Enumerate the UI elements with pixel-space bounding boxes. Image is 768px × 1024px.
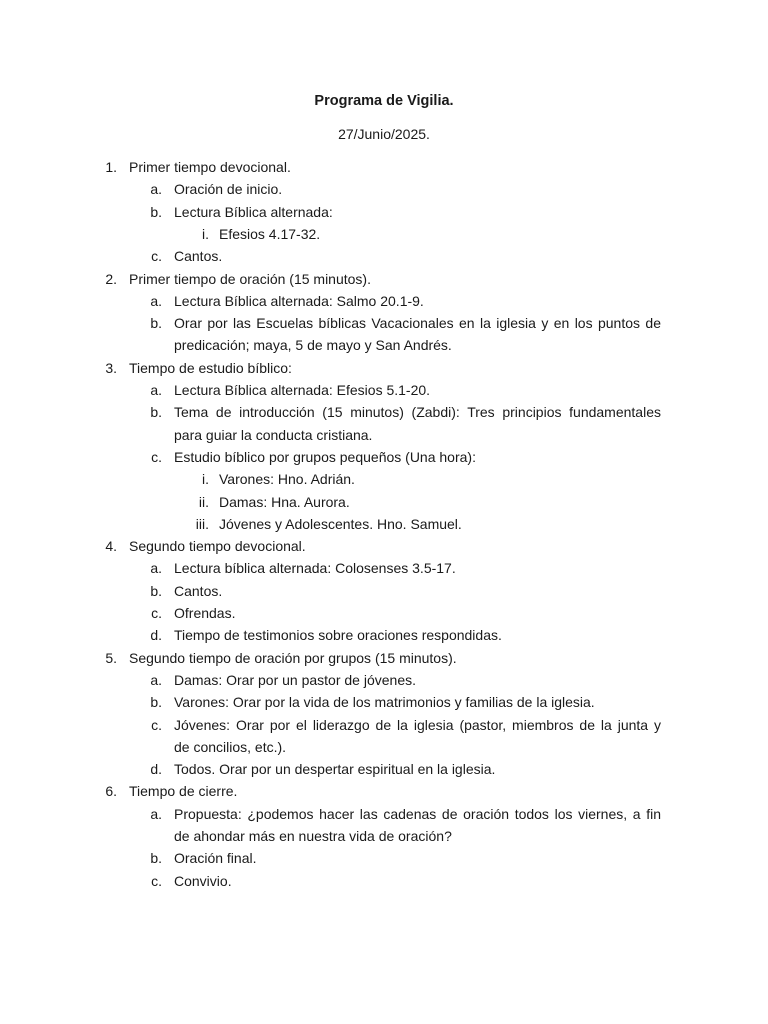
sub-list-item: [0, 379, 768, 401]
list-item-text: para guiar la conducta cristiana.: [174, 426, 373, 443]
sub-sub-list-item: [0, 513, 768, 535]
list-marker: a.: [150, 805, 162, 822]
list-item: [0, 268, 768, 290]
list-item-text: Tiempo de testimonios sobre oraciones respondidas.: [174, 627, 502, 644]
list-item-text: Varones: Orar por la vida de los matrimonios y familias de la iglesia.: [174, 694, 595, 711]
list-marker: a.: [150, 382, 162, 398]
list-item-text: Orar por las Escuelas bíblicas Vacacionales en la iglesia y en los puntos de: [174, 315, 661, 332]
list-item-text: Damas: Hna. Aurora.: [219, 493, 350, 510]
list-marker: 1.: [105, 159, 117, 175]
list-marker: b.: [150, 203, 162, 220]
sub-list-item: [0, 290, 768, 312]
list-item-text: Damas: Orar por un pastor de jóvenes.: [174, 671, 417, 688]
list-marker: b.: [150, 582, 162, 599]
list-item-text: Convivio.: [174, 872, 232, 889]
list-item: [0, 357, 768, 379]
sub-list-item: [0, 245, 768, 267]
sub-list-item: [0, 401, 768, 423]
list-item-text: Lectura Bíblica alternada: Efesios 5.1-20.: [174, 382, 431, 398]
list-item-text: Tiempo de estudio bíblico:: [129, 359, 292, 376]
list-item: [0, 535, 768, 557]
list-item-text: Efesios 4.17-32.: [219, 225, 321, 242]
sub-list-item: [0, 736, 768, 758]
list-marker: 3.: [105, 359, 117, 376]
sub-list-item: [0, 758, 768, 780]
list-marker: b.: [150, 850, 162, 867]
sub-list-item: [0, 557, 768, 579]
list-item-text: Estudio bíblico por grupos pequeños (Una hora):: [174, 448, 476, 465]
sub-list-item: [0, 602, 768, 624]
sub-list-item: [0, 624, 768, 646]
list-marker: c.: [151, 448, 162, 465]
list-marker: b.: [150, 404, 162, 421]
document-title: Programa de Vigilia.: [314, 93, 454, 109]
sub-sub-list-item: [0, 223, 768, 245]
list-marker: d.: [150, 761, 162, 778]
sub-list-item: [0, 312, 768, 334]
sub-list-item: [0, 870, 768, 892]
list-item-text: Jóvenes: Orar por el liderazgo de la iglesia (pastor, miembros de la junta y: [174, 716, 661, 733]
sub-list-item: [0, 669, 768, 691]
list-item-text: Segundo tiempo devocional.: [129, 538, 306, 555]
list-marker: 2.: [105, 270, 117, 287]
list-item: [0, 156, 768, 178]
list-item-text: Jóvenes y Adolescentes. Hno. Samuel.: [219, 515, 462, 532]
list-marker: i.: [202, 471, 209, 488]
sub-list-item: [0, 201, 768, 223]
list-item-text: Segundo tiempo de oración por grupos (15 minutos).: [129, 649, 457, 666]
list-marker: a.: [150, 560, 162, 577]
list-item-text: Lectura Bíblica alternada: Salmo 20.1-9.: [174, 292, 424, 309]
list-marker: 5.: [105, 649, 117, 666]
sub-list-item: [0, 803, 768, 825]
list-marker: i.: [202, 225, 209, 242]
list-marker: a.: [150, 292, 162, 309]
list-marker: d.: [150, 627, 162, 644]
list-marker: c.: [151, 605, 162, 621]
sub-sub-list-item: [0, 491, 768, 513]
list-item-text: Tiempo de cierre.: [129, 783, 238, 800]
list-item: [0, 780, 768, 802]
list-marker: b.: [150, 694, 162, 711]
sub-list-item: [0, 825, 768, 847]
sub-list-item: [0, 446, 768, 468]
sub-list-item: [0, 334, 768, 356]
sub-list-item: [0, 714, 768, 736]
list-item-text: Propuesta: ¿podemos hacer las cadenas de oración todos los viernes, a fin: [174, 805, 661, 822]
list-item-text: Oración final.: [174, 850, 257, 867]
list-marker: iii.: [195, 515, 209, 532]
list-item-text: de ahondar más en nuestra vida de oración?: [174, 828, 452, 844]
list-item-text: Lectura Bíblica alternada:: [174, 203, 333, 220]
list-item-text: Cantos.: [174, 248, 223, 265]
sub-list-item: [0, 691, 768, 713]
sub-list-item: [0, 178, 768, 200]
sub-list-item: [0, 847, 768, 869]
list-marker: a.: [150, 181, 162, 198]
list-item-text: predicación; maya, 5 de mayo y San Andrés.: [174, 337, 452, 354]
list-item-text: Varones: Hno. Adrián.: [219, 471, 355, 488]
list-item-text: Primer tiempo de oración (15 minutos).: [129, 270, 371, 287]
list-marker: 6.: [105, 783, 117, 800]
list-marker: 4.: [105, 538, 117, 555]
list-item-text: Primer tiempo devocional.: [129, 159, 291, 175]
list-item-text: Lectura bíblica alternada: Colosenses 3.5-17.: [174, 560, 456, 577]
list-marker: c.: [151, 248, 162, 265]
sub-list-item: [0, 424, 768, 446]
list-item: [0, 647, 768, 669]
list-item-text: Todos. Orar por un despertar espiritual en la iglesia.: [174, 761, 496, 778]
list-item-text: Tema de introducción (15 minutos) (Zabdi): Tres principios fundamentales: [174, 404, 661, 421]
sub-sub-list-item: [0, 468, 768, 490]
list-marker: b.: [150, 315, 162, 332]
list-item-text: Cantos.: [174, 582, 223, 599]
list-marker: c.: [151, 716, 162, 733]
list-marker: a.: [150, 671, 162, 688]
list-marker: ii.: [198, 493, 209, 510]
list-marker: c.: [151, 872, 162, 889]
document-date: 27/Junio/2025.: [338, 126, 430, 142]
list-item-text: Oración de inicio.: [174, 181, 283, 198]
sub-list-item: [0, 580, 768, 602]
list-item-text: Ofrendas.: [174, 605, 236, 621]
list-item-text: de concilios, etc.).: [174, 738, 287, 755]
